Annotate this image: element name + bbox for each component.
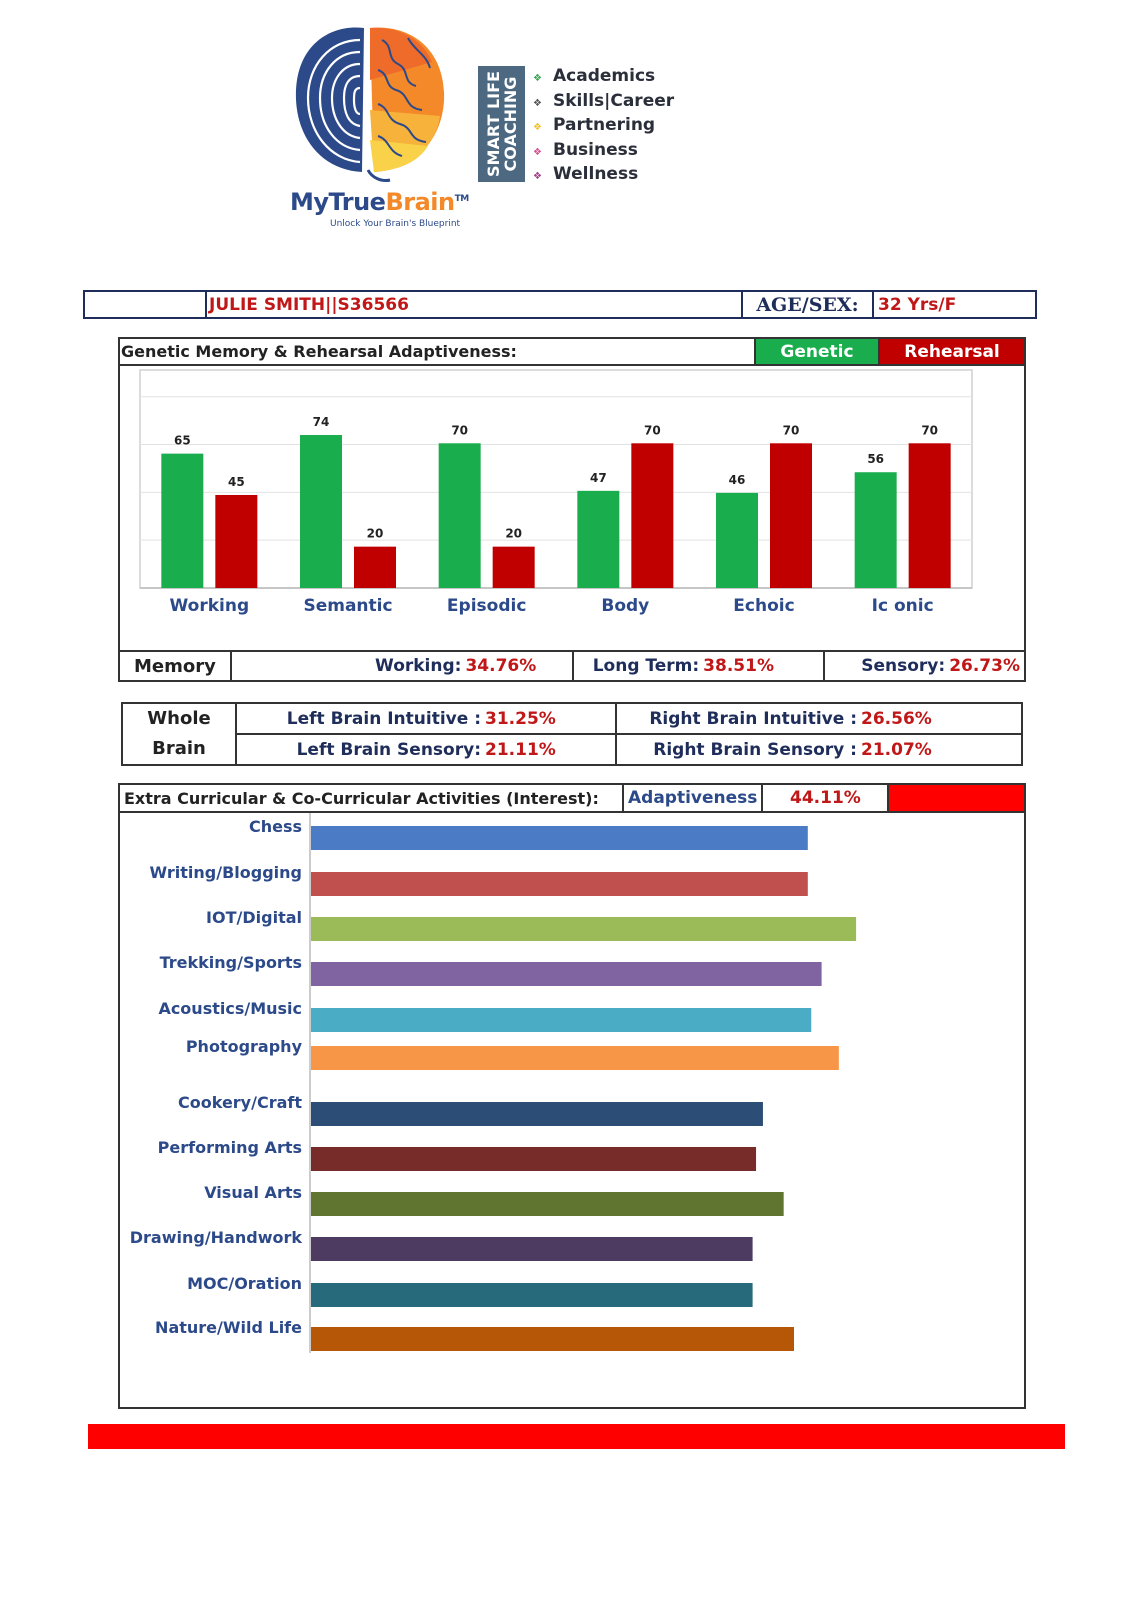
- category-label: Ic onic: [871, 596, 934, 616]
- activities-title: Extra Curricular & Co-Curricular Activities (Interest):: [119, 784, 623, 812]
- sensory-memory-value: 26.73%: [945, 651, 1025, 681]
- memory-bar-chart: [120, 368, 1024, 650]
- footer-bar: [88, 1424, 1065, 1449]
- activity-bar: [311, 872, 808, 896]
- data-label: 74: [312, 415, 330, 430]
- student-name-id: JULIE SMITH||S36566: [207, 292, 743, 317]
- rehearsal-bar: [909, 443, 951, 588]
- bullet-icon: ❖: [533, 73, 542, 84]
- sensory-memory-label: Sensory:: [861, 656, 946, 676]
- service-item: [533, 113, 674, 138]
- genetic-bar: [300, 435, 342, 588]
- category-label: Drawing/Handwork: [129, 1228, 302, 1247]
- genetic-bar: [439, 443, 481, 588]
- working-memory-value: 34.76%: [461, 651, 573, 681]
- activities-header: [118, 783, 1026, 813]
- service-label: Academics: [553, 66, 656, 86]
- data-label: 70: [451, 423, 469, 438]
- activity-bar: [311, 1327, 794, 1351]
- service-item: [533, 162, 674, 187]
- adaptiveness-value: 44.11%: [762, 784, 888, 812]
- category-label: Semantic: [303, 596, 393, 616]
- coaching-line-1: SMART LIFE: [483, 71, 503, 177]
- brain-logo: [290, 20, 450, 185]
- service-label: Skills|Career: [553, 90, 675, 111]
- brand-tagline: Unlock Your Brain's Blueprint: [330, 219, 461, 229]
- services-list: [533, 64, 674, 187]
- data-label: 70: [921, 423, 939, 438]
- activity-bar: [311, 917, 856, 941]
- category-label: Photography: [185, 1037, 302, 1056]
- age-sex-label: AGE/SEX:: [743, 292, 874, 317]
- blank-cell: [85, 292, 207, 317]
- legend-rehearsal: Rehearsal: [880, 337, 1026, 366]
- data-label: 70: [643, 423, 661, 438]
- rehearsal-bar: [354, 547, 396, 588]
- activity-bar: [311, 1283, 753, 1307]
- activity-bar: [311, 1147, 756, 1171]
- age-sex-value: 32 Yrs/F: [878, 294, 957, 315]
- bullet-icon: ❖: [533, 122, 542, 133]
- brand-part2: Brain: [385, 188, 455, 216]
- category-label: Chess: [248, 817, 302, 836]
- left-intuitive-value: 31.25%: [481, 703, 616, 734]
- genetic-bar: [716, 493, 758, 588]
- category-label: Echoic: [733, 596, 795, 616]
- activity-bar: [311, 1008, 811, 1032]
- data-label: 45: [227, 474, 245, 489]
- right-sensory-value: 21.07%: [857, 734, 1022, 765]
- bullet-icon: ❖: [533, 97, 542, 109]
- data-label: 20: [505, 526, 523, 541]
- service-item: [533, 138, 674, 163]
- coaching-line-2: COACHING: [500, 76, 520, 172]
- category-label: Cookery/Craft: [178, 1093, 302, 1112]
- category-label: Body: [601, 596, 650, 616]
- sensory-label-cell: [824, 651, 946, 681]
- data-label: 20: [366, 526, 384, 541]
- category-label: Acoustics/Music: [158, 999, 302, 1018]
- category-label: Episodic: [446, 596, 527, 616]
- service-label: Partnering: [553, 115, 656, 135]
- data-label: 46: [728, 472, 746, 487]
- brain-icon: [290, 20, 450, 185]
- activity-bar: [311, 962, 822, 986]
- service-label: Business: [553, 139, 638, 160]
- category-label: IOT/Digital: [206, 908, 302, 927]
- service-item: [533, 64, 674, 89]
- category-label: Trekking/Sports: [159, 953, 302, 972]
- data-label: 70: [782, 423, 800, 438]
- activity-bar: [311, 1102, 763, 1126]
- activity-bar: [311, 826, 808, 850]
- plot-area: [140, 370, 972, 588]
- left-sensory-value: 21.11%: [481, 734, 616, 765]
- memory-row-label: Memory: [119, 651, 231, 681]
- rehearsal-bar: [770, 443, 812, 588]
- category-label: Working: [169, 596, 250, 616]
- working-memory-label: Working:: [375, 656, 462, 676]
- right-intuitive-label: Right Brain Intuitive :: [616, 703, 857, 734]
- whole-brain-label-2: Brain: [152, 738, 206, 759]
- left-sensory-label: Left Brain Sensory:: [236, 734, 481, 765]
- brand-name: [290, 188, 469, 216]
- memory-summary-table: [118, 650, 1026, 682]
- activities-bar-chart: [120, 813, 1024, 1407]
- adaptiveness-label: Adaptiveness: [623, 784, 762, 812]
- coaching-badge: [478, 66, 525, 182]
- whole-brain-label: [122, 703, 236, 765]
- genetic-bar: [855, 472, 897, 588]
- data-label: 65: [173, 433, 191, 448]
- right-intuitive-value: 26.56%: [857, 703, 1022, 734]
- bullet-icon: ❖: [533, 171, 542, 182]
- rehearsal-bar: [631, 443, 673, 588]
- longterm-memory-value: 38.51%: [699, 651, 823, 681]
- whole-brain-table: [121, 702, 1023, 766]
- bullet-icon: ❖: [533, 146, 542, 158]
- category-label: Nature/Wild Life: [155, 1318, 302, 1337]
- activity-bar: [311, 1046, 839, 1070]
- service-label: Wellness: [553, 164, 639, 184]
- brand-part1: MyTrue: [290, 188, 386, 216]
- category-label: Visual Arts: [204, 1183, 302, 1202]
- activity-bar: [311, 1237, 753, 1261]
- category-label: Performing Arts: [157, 1138, 302, 1157]
- data-label: 47: [589, 470, 607, 485]
- category-label: MOC/Oration: [187, 1274, 302, 1293]
- memory-chart-title: Genetic Memory & Rehearsal Adaptiveness:: [118, 337, 756, 366]
- working-label: [231, 651, 462, 681]
- activity-bar: [311, 1192, 784, 1216]
- genetic-bar: [577, 491, 619, 588]
- brand-tm: TM: [454, 194, 469, 204]
- data-label: 56: [867, 452, 885, 467]
- genetic-bar: [161, 454, 203, 588]
- service-item: [533, 89, 674, 114]
- whole-brain-label-1: Whole: [147, 708, 211, 729]
- category-label: Writing/Blogging: [149, 863, 302, 882]
- longterm-label-cell: [573, 651, 699, 681]
- right-sensory-label: Right Brain Sensory :: [616, 734, 857, 765]
- left-intuitive-label: Left Brain Intuitive :: [236, 703, 481, 734]
- rehearsal-bar: [493, 547, 535, 588]
- adaptiveness-indicator: [888, 784, 1025, 812]
- student-info-row: [83, 290, 1037, 319]
- longterm-memory-label: Long Term:: [592, 656, 700, 676]
- rehearsal-bar: [215, 495, 257, 588]
- legend-genetic: Genetic: [756, 337, 880, 366]
